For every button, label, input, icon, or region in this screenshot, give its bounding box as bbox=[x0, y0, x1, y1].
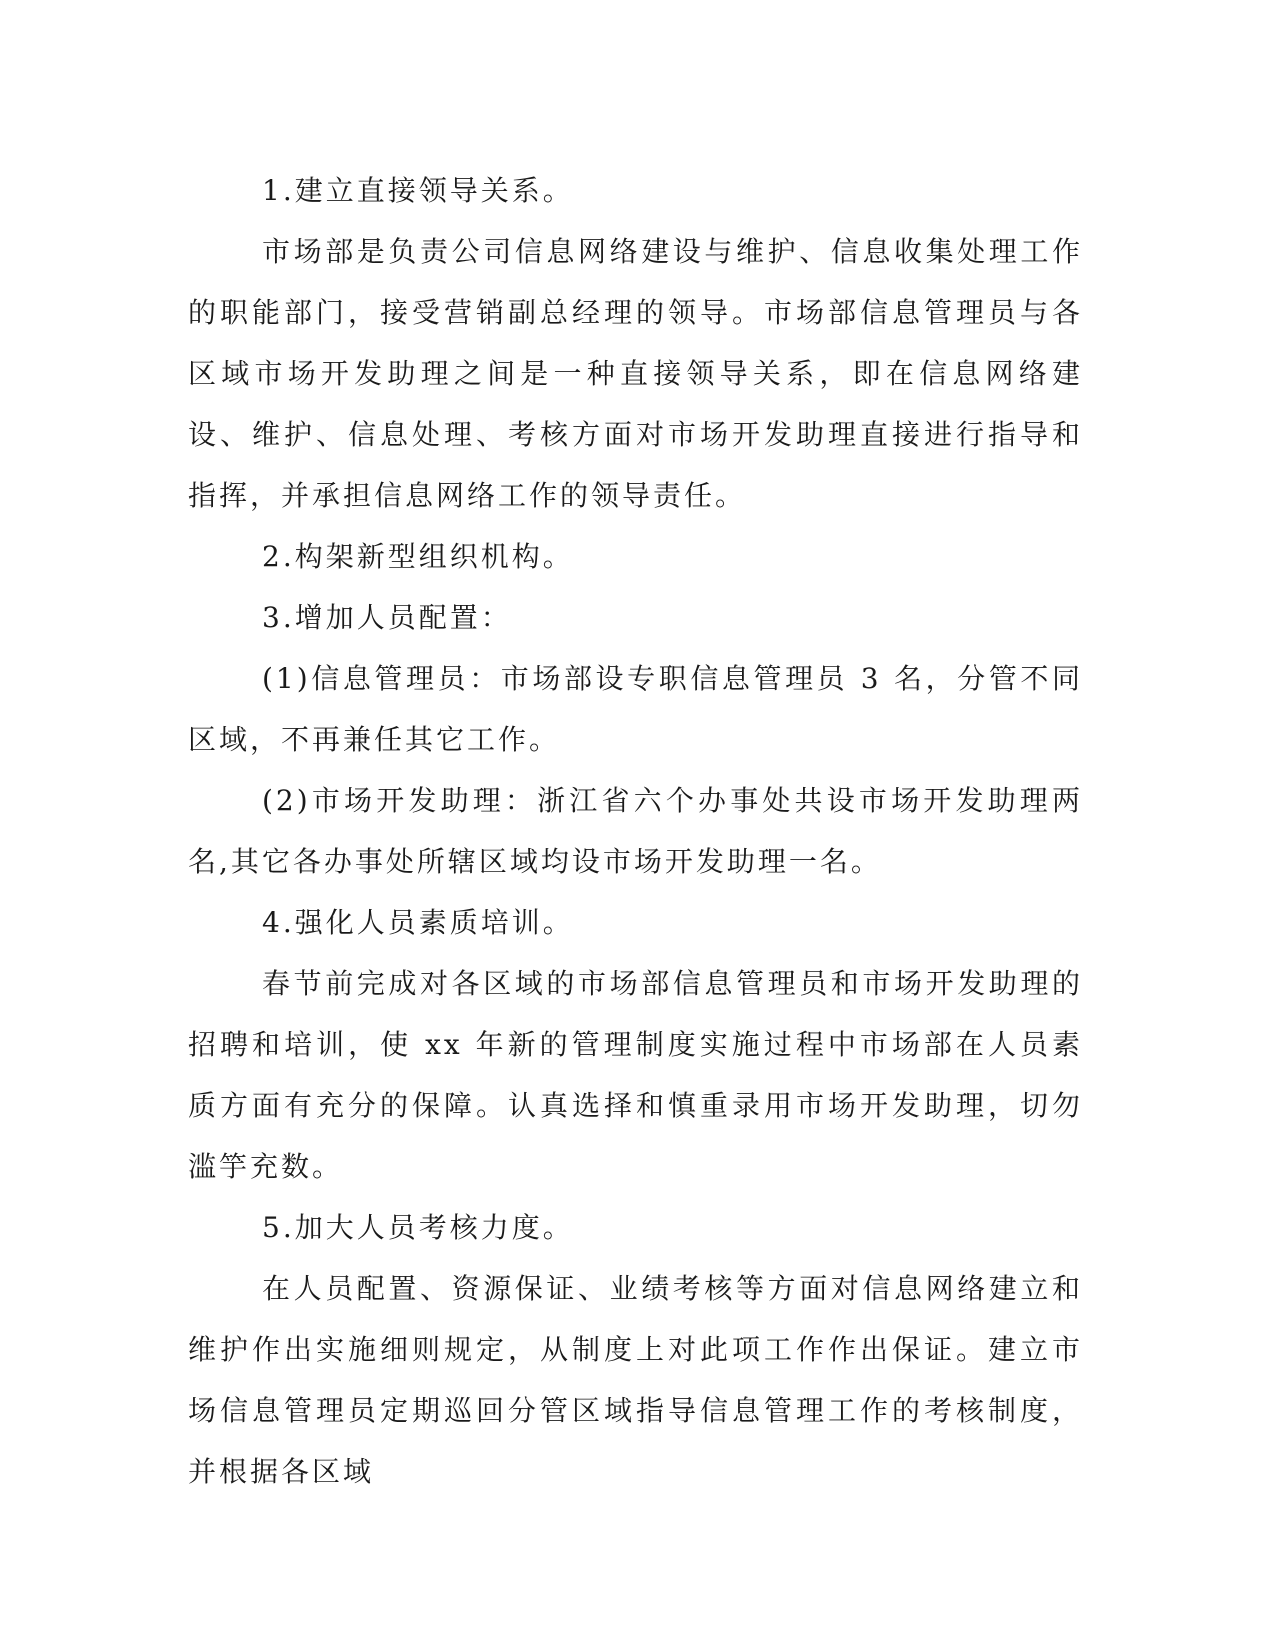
document-body bbox=[188, 160, 1083, 1502]
paragraph-heading-1: 1.建立直接领导关系。 bbox=[262, 174, 574, 207]
paragraph-body: 春节前完成对各区域的市场部信息管理员和市场开发助理的招聘和培训，使 xx 年新的管理制度实施过程中市场部在人员素质方面有充分的保障。认真选择和慎重录用市场开发助理，切勿滥竽充数。 bbox=[188, 967, 1083, 1183]
paragraph-body: 在人员配置、资源保证、业绩考核等方面对信息网络建立和维护作出实施细则规定，从制度上对此项工作作出保证。建立市场信息管理员定期巡回分管区域指导信息管理工作的考核制度，并根据各区域 bbox=[188, 1272, 1083, 1488]
paragraph-heading-3: 3.增加人员配置： bbox=[262, 601, 512, 634]
paragraph-list-item: (2)市场开发助理：浙江省六个办事处共设市场开发助理两名,其它各办事处所辖区域均设市场开发助理一名。 bbox=[188, 784, 1083, 878]
paragraph-body: 市场部是负责公司信息网络建设与维护、信息收集处理工作的职能部门，接受营销副总经理的领导。市场部信息管理员与各区域市场开发助理之间是一种直接领导关系，即在信息网络建设、维护、信息处理、考核方面对市场开发助理直接进行指导和指挥，并承担信息网络工作的领导责任。 bbox=[188, 235, 1083, 512]
paragraph-heading-2: 2.构架新型组织机构。 bbox=[262, 540, 574, 573]
paragraph-heading-5: 5.加大人员考核力度。 bbox=[262, 1211, 574, 1244]
paragraph-list-item: (1)信息管理员：市场部设专职信息管理员 3 名，分管不同区域，不再兼任其它工作。 bbox=[188, 662, 1083, 756]
paragraph-heading-4: 4.强化人员素质培训。 bbox=[262, 906, 574, 939]
